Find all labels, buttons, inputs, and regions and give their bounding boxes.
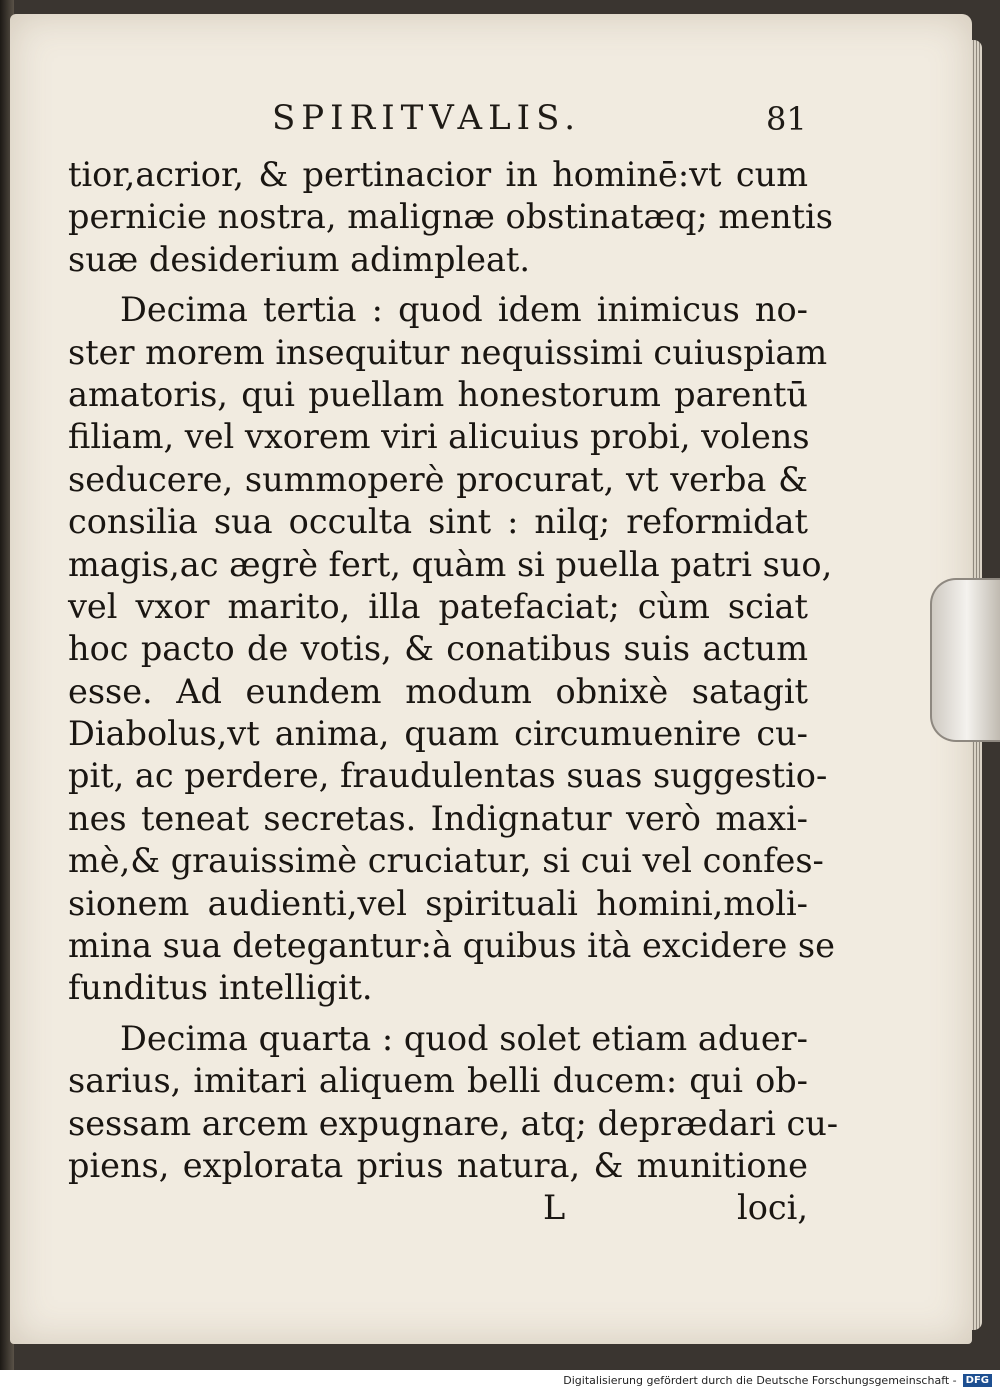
body-text: [68, 154, 839, 1229]
digitization-credit: [563, 1370, 992, 1390]
text-line: hoc pacto de votis, & conatibus suis actum: [68, 629, 808, 669]
text-line: sionem audienti,vel spirituali homini,moli-: [68, 883, 808, 923]
dfg-logo-icon: DFG: [963, 1374, 992, 1387]
text-line: ster morem insequitur nequissimi cuiuspiam: [68, 332, 828, 372]
text-line: filiam, vel vxorem viri alicuius probi, volens: [68, 417, 810, 457]
page-footer-line: [68, 1187, 808, 1229]
text-line: tior,acrior, & pertinacior in hominē:vt cum: [68, 155, 808, 194]
text-line: pit, ac perdere, fraudulentas suas suggestio-: [68, 756, 828, 796]
signature-mark: L: [543, 1188, 566, 1228]
text-line: nes teneat secretas. Indignatur verò maxi-: [68, 798, 808, 838]
text-line: amatoris, qui puellam honestorum parentū: [68, 374, 808, 414]
text-line: magis,ac ægrè fert, quàm si puella patri suo,: [68, 544, 833, 584]
paragraph-start-line: Decima tertia : quod idem inimicus no-: [120, 290, 808, 330]
text-line: funditus intelligit.: [68, 968, 373, 1008]
paragraph-start-line: Decima quarta : quod solet etiam aduer-: [120, 1018, 808, 1058]
text-line: pernicie nostra, malignæ obstinatæq; mentis: [68, 197, 833, 237]
text-line: suæ desiderium adimpleat.: [68, 239, 531, 279]
text-line: sessam arcem expugnare, atq; deprædari cu-: [68, 1103, 839, 1143]
text-line: consilia sua occulta sint : nilq; reformidat: [68, 502, 808, 542]
text-line: vel vxor marito, illa patefaciat; cùm sciat: [68, 586, 808, 626]
credit-text: Digitalisierung gefördert durch die Deutsche Forschungsgemeinschaft -: [563, 1373, 957, 1387]
running-head: SPIRITVALIS.: [272, 98, 582, 138]
text-line: mè,& grauissimè cruciatur, si cui vel confes-: [68, 841, 824, 881]
book-clasp: [930, 578, 1000, 742]
text-line: Diabolus,vt anima, quam circumuenire cu-: [68, 714, 808, 754]
text-line: piens, explorata prius natura, & munitione: [68, 1145, 808, 1185]
text-line: esse. Ad eundem modum obnixè satagit: [68, 671, 808, 711]
text-line: mina sua detegantur:à quibus ità excidere se: [68, 926, 835, 966]
page-number: 81: [766, 100, 807, 138]
catchword: loci,: [736, 1188, 808, 1228]
text-line: seducere, summoperè procurat, vt verba &: [68, 459, 808, 499]
text-line: sarius, imitari aliquem belli ducem: qui ob-: [68, 1061, 808, 1101]
